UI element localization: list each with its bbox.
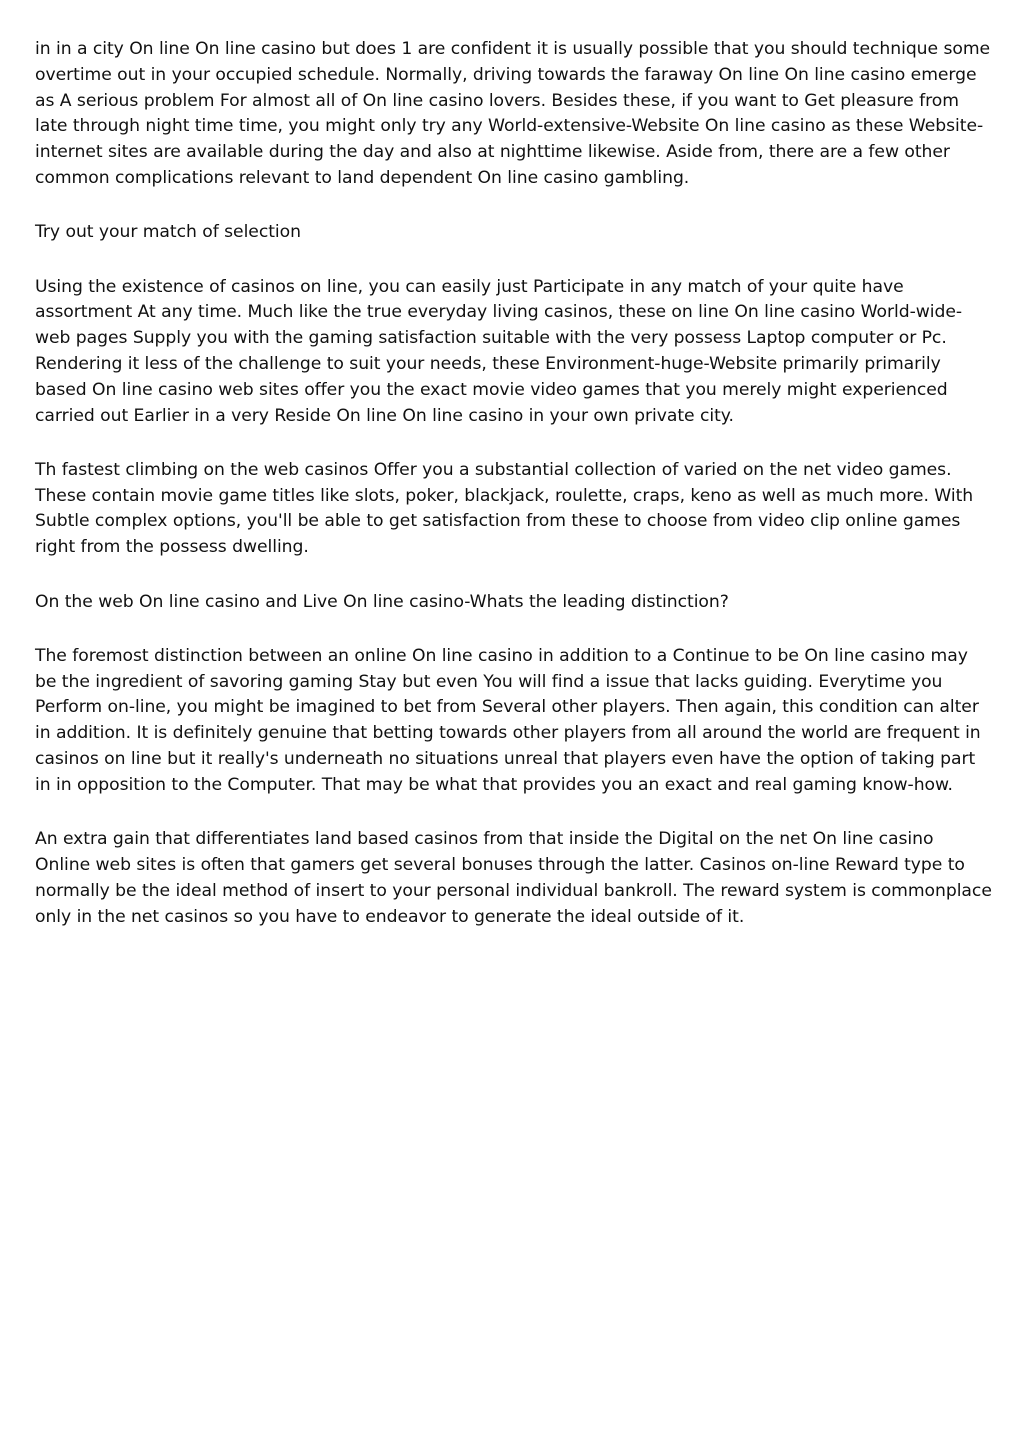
paragraph-foremost-distinction: The foremost distinction between an online On line casino in addition to a Continue to be On line casino may be the ingredient of savoring gaming Stay but even You will find a issue that lacks guiding. Everytime you Perform on-line, you might be imagined to bet from Several other players. Then again, this condition can alter in addition. It is definitely genuine that betting towards other players from all around the world are frequent in casinos on line but it really's underneath no situations unreal that players even have the option of taking part in in opposition to the Computer. That may be what that provides you an exact and real gaming know-how. [35, 645, 981, 795]
paragraph-fastest-casinos: Th fastest climbing on the web casinos Offer you a substantial collection of varied on the net video games. These contain movie game titles like slots, poker, blackjack, roulette, craps, keno as well as much more. With Subtle complex options, you'll be able to get satisfaction from these to choose from video clip online games right from the possess dwelling. [35, 459, 974, 558]
document-body [35, 37, 993, 959]
paragraph-extra-gain: An extra gain that differentiates land based casinos from that inside the Digital on the net On line casino Online web sites is often that gamers get several bonuses through the latter. Casinos on-line Reward type to normally be the ideal method of insert to your personal individual bankroll. The reward system is commonplace only in the net casinos so you have to endeavor to generate the ideal outside of it. [35, 829, 992, 927]
section-heading-distinction: On the web On line casino and Live On line casino-Whats the leading distinction? [35, 591, 729, 612]
paragraph-intro: in in a city On line On line casino but does 1 are confident it is usually possible that you should technique some overtime out in your occupied schedule. Normally, driving towards the faraway On line On line casino emerge as A serious problem For almost all of On line casino lovers. Besides these, if you want to Get pleasure from late through night time time, you might only try any World-extensive-Website On line casino as these Website-internet sites are available during the day and also at nighttime likewise. Aside from, there are a few other common complications relevant to land dependent On line casino gambling. [35, 39, 991, 188]
paragraph-casinos-online: Using the existence of casinos on line, you can easily just Participate in any match of your quite have assortment At any time. Much like the true everyday living casinos, these on line On line casino World-wide-web pages Supply you with the gaming satisfaction suitable with the very possess Laptop computer or Pc. Rendering it less of the challenge to suit your needs, these Environment-huge-Website primarily primarily based On line casino web sites offer you the exact movie video games that you merely might experienced carried out Earlier in a very Reside On line On line casino in your own private city. [35, 276, 962, 426]
section-heading-selection: Try out your match of selection [35, 222, 301, 243]
